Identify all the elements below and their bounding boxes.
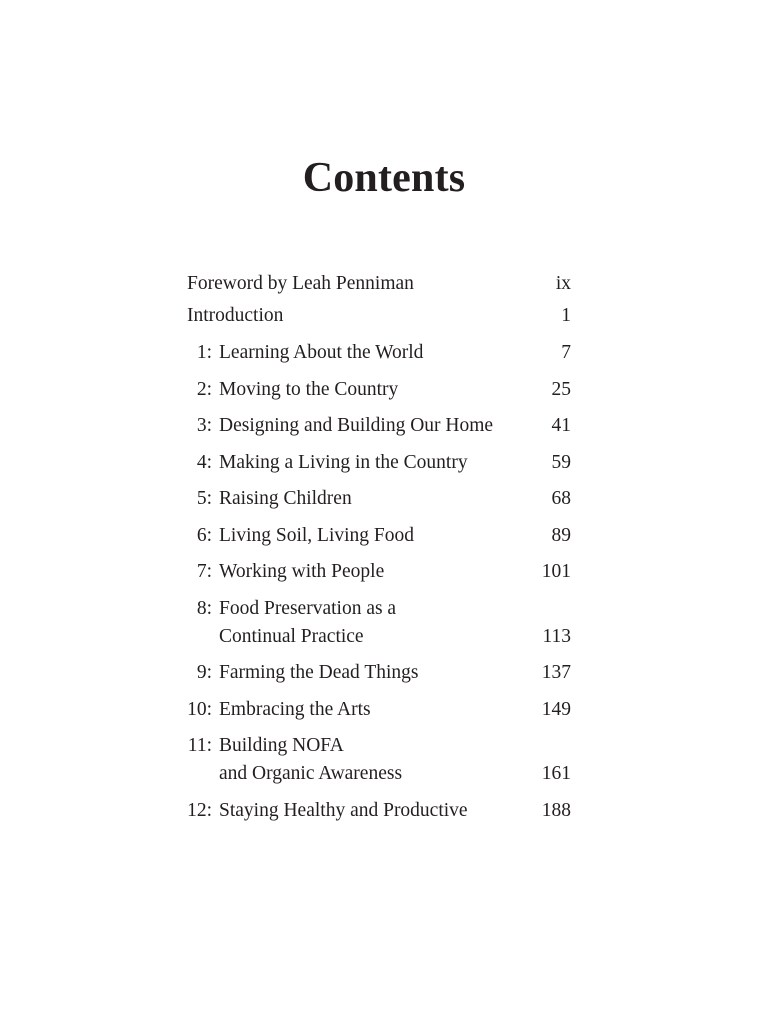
- toc-chapter-number: 4:: [196, 451, 212, 473]
- toc-chapter-number: 6:: [196, 524, 212, 546]
- toc-entry-title: Living Soil, Living Food: [219, 524, 415, 546]
- toc-chapter-number: 8:: [196, 597, 212, 619]
- toc-chapter-3[interactable]: [187, 412, 571, 440]
- toc-chapter-11[interactable]: [187, 732, 571, 788]
- toc-chapter-number: 11:: [187, 735, 212, 756]
- toc-chapter-1[interactable]: [187, 339, 571, 367]
- toc-page-number: 1: [561, 305, 571, 326]
- toc-entry-title: Food Preservation as a Continual Practice: [219, 597, 397, 647]
- toc-chapter-number: 2:: [196, 378, 212, 400]
- toc-entry-title: Working with People: [219, 561, 385, 582]
- toc-page-number: 7: [561, 342, 571, 363]
- toc-foreword[interactable]: [187, 270, 571, 298]
- toc-page-number: 188: [541, 799, 571, 821]
- toc-entry-title: Building NOFA and Organic Awareness: [219, 735, 403, 784]
- toc-chapter-2[interactable]: [187, 376, 571, 404]
- toc-page-number: 59: [551, 451, 571, 473]
- toc-page-number: 89: [551, 524, 571, 546]
- toc-chapter-number: 1:: [196, 342, 212, 363]
- toc-chapter-number: 9:: [196, 662, 212, 683]
- toc-page-number: 113: [542, 625, 571, 647]
- toc-chapter-number: 12:: [187, 799, 212, 821]
- toc-page-number: ix: [555, 273, 571, 294]
- toc-entry-title: Staying Healthy and Productive: [219, 799, 468, 821]
- table-of-contents: [187, 270, 571, 833]
- toc-chapter-5[interactable]: [187, 485, 571, 513]
- toc-chapter-9[interactable]: [187, 659, 571, 687]
- toc-chapter-10[interactable]: [187, 696, 571, 724]
- toc-page-number: 149: [541, 698, 571, 720]
- toc-page-number: 161: [541, 763, 571, 784]
- toc-entry-title: Introduction: [187, 305, 284, 326]
- toc-chapter-number: 5:: [196, 488, 212, 509]
- toc-chapter-8[interactable]: [187, 595, 571, 651]
- toc-entry-title: Moving to the Country: [219, 378, 399, 400]
- toc-entry-title: Raising Children: [219, 488, 352, 509]
- toc-entry-title: Embracing the Arts: [219, 698, 371, 720]
- toc-entry-title: Learning About the World: [219, 342, 424, 363]
- toc-entry-title: Designing and Building Our Home: [219, 415, 494, 436]
- toc-chapter-4[interactable]: [187, 449, 571, 477]
- toc-chapter-number: 10:: [187, 698, 212, 720]
- toc-page-number: 101: [541, 561, 571, 582]
- toc-page-number: 137: [541, 662, 571, 683]
- toc-entry-title: Foreword by Leah Penniman: [187, 273, 414, 294]
- toc-chapter-6[interactable]: [187, 522, 571, 550]
- toc-page-number: 41: [551, 415, 571, 436]
- page-title: Contents: [302, 155, 466, 201]
- toc-entry-title: Making a Living in the Country: [219, 451, 468, 473]
- toc-chapter-7[interactable]: [187, 558, 571, 586]
- toc-chapter-12[interactable]: [187, 797, 571, 825]
- toc-page-number: 25: [551, 378, 571, 400]
- toc-introduction[interactable]: [187, 302, 571, 330]
- toc-page-number: 68: [551, 488, 571, 509]
- toc-entry-title: Farming the Dead Things: [219, 662, 419, 683]
- toc-chapter-number: 7:: [196, 561, 212, 582]
- toc-chapter-number: 3:: [196, 415, 212, 436]
